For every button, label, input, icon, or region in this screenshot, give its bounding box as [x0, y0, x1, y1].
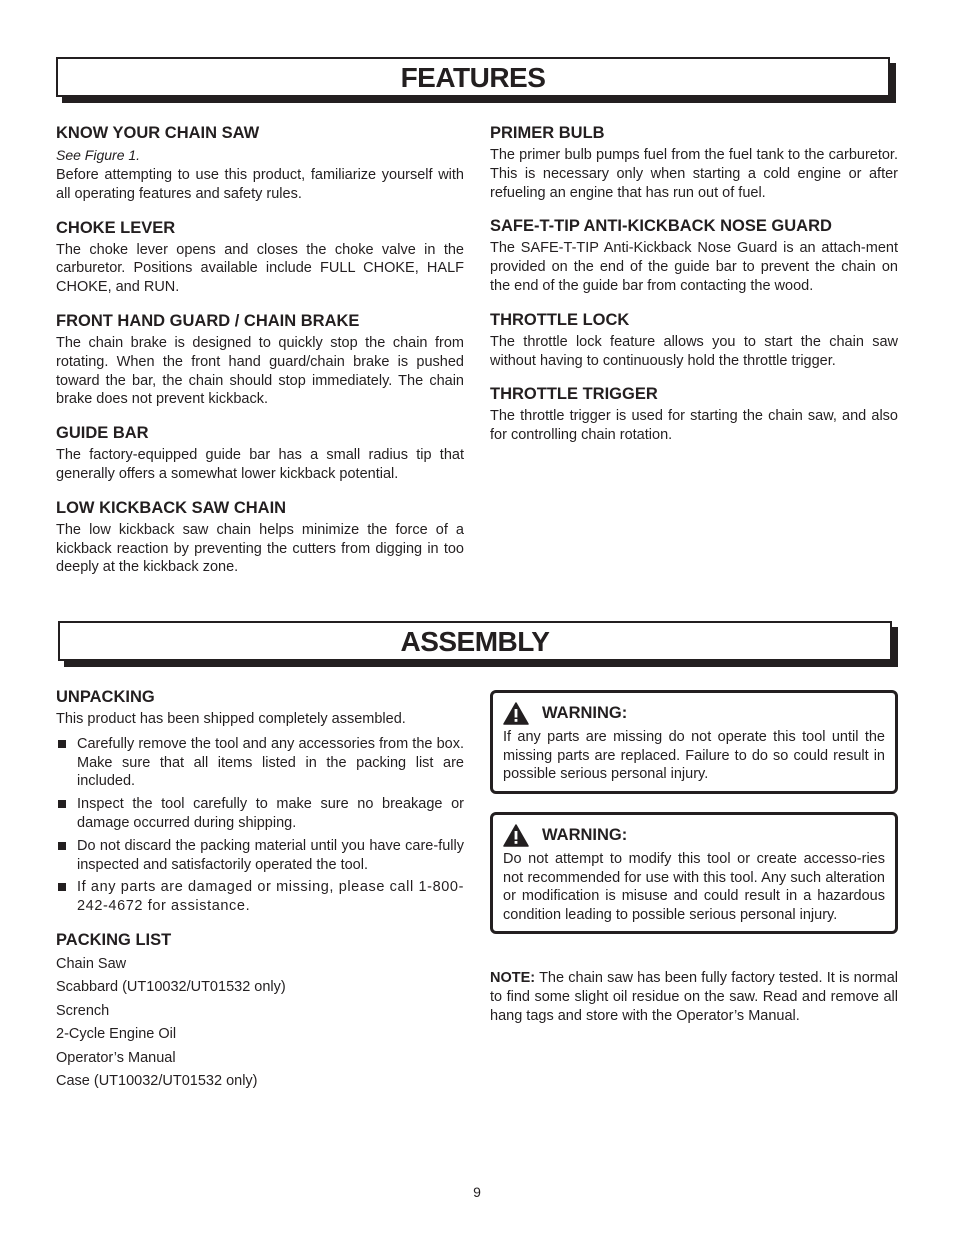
unpacking-bullet-list [56, 735, 464, 916]
hand-guard-heading: FRONT HAND GUARD / CHAIN BRAKE [56, 311, 360, 330]
safe-t-tip-text: The SAFE-T-TIP Anti-Kickback Nose Guard is an attach-ment provided on the end of the guide bar to prevent the chain on the end of the guide bar from contacting the wood. [490, 240, 898, 294]
packing-list-item: Chain Saw [56, 955, 127, 972]
warning-box-missing-parts [490, 690, 898, 794]
warning-box-modification [490, 812, 898, 934]
throttle-lock-text: The throttle lock feature allows you to start the chain saw without having to continuously hold the throttle trigger. [490, 333, 898, 369]
unpacking-section [56, 687, 464, 916]
primer-heading: PRIMER BULB [490, 124, 605, 142]
bullet-square-icon [58, 740, 66, 748]
page-number: 9 [473, 1184, 481, 1200]
warning-label: WARNING: [542, 825, 628, 844]
low-kickback-heading: LOW KICKBACK SAW CHAIN [56, 498, 287, 517]
note-label: NOTE: [490, 970, 536, 986]
packing-list-item: Case (UT10032/UT01532 only) [56, 1073, 258, 1089]
know-text: Before attempting to use this product, familiarize yourself with all operating features and safety rules. [56, 167, 464, 202]
packing-list-item: Scabbard (UT10032/UT01532 only) [56, 979, 286, 996]
know-section [56, 123, 464, 204]
guide-bar-text: The factory-equipped guide bar has a small radius tip that generally offers a somewhat lower kickback potential. [56, 447, 464, 482]
choke-heading: CHOKE LEVER [56, 218, 176, 237]
hand-guard-section [56, 311, 464, 409]
packing-list-item: Operator’s Manual [56, 1049, 176, 1066]
throttle-trigger-section [490, 384, 898, 445]
primer-text: The primer bulb pumps fuel from the fuel tank to the carburetor. This is necessary only when starting a cold engine or after refueling an engine that has run out of fuel. [490, 147, 898, 201]
warning-triangle-icon [503, 702, 529, 725]
choke-text: The choke lever opens and closes the choke valve in the carburetor. Positions available include FULL CHOKE, HALF CHOKE, and RUN. [56, 241, 464, 296]
safe-t-tip-heading: SAFE-T-TIP ANTI-KICKBACK NOSE GUARD [490, 217, 832, 236]
features-banner [56, 57, 890, 97]
list-item: Do not discard the packing material until you have care-fully inspected and satisfactorily operated the tool. [56, 837, 464, 875]
packing-list-item: Scrench [56, 1002, 110, 1019]
warning-triangle-icon [503, 824, 529, 847]
features-left-column [56, 123, 464, 591]
list-item: Carefully remove the tool and any accessories from the box. Make sure that all items listed in the packing list are included. [56, 735, 464, 791]
hand-guard-text: The chain brake is designed to quickly stop the chain from rotating. When the front hand guard/chain brake is pushed toward the bar, the chain should stop immediately. The chain brake does not prevent kickback. [56, 334, 464, 408]
warning-header [503, 823, 885, 847]
assembly-left-column [56, 687, 464, 1107]
bullet-square-icon [58, 842, 66, 850]
unpacking-heading: UNPACKING [56, 688, 155, 706]
note-block [490, 969, 898, 1025]
warning-text: Do not attempt to modify this tool or create accesso-ries not recommended for use with this tool. Any such alteration or modification is misuse and could result in a hazardous condition leading to possible serious personal injury. [503, 851, 885, 923]
guide-bar-section [56, 423, 464, 484]
packing-list-item: 2-Cycle Engine Oil [56, 1026, 177, 1043]
packing-list [56, 953, 464, 1093]
warning-header [503, 701, 885, 725]
list-item: Inspect the tool carefully to make sure no breakage or damage occurred during shipping. [56, 795, 464, 833]
throttle-trigger-text: The throttle trigger is used for starting the chain saw, and also for controlling chain rotation. [490, 408, 898, 444]
features-right-column [490, 123, 898, 459]
low-kickback-text: The low kickback saw chain helps minimize the force of a kickback reaction by preventing the cutters from digging in too deeply at the kickback zone. [56, 521, 464, 576]
choke-section [56, 218, 464, 297]
know-heading: KNOW YOUR CHAIN SAW [56, 124, 260, 142]
warning-text: If any parts are missing do not operate this tool until the missing parts are replaced. Failure to do so could result in possible serious personal injury. [503, 729, 885, 783]
primer-section [490, 123, 898, 202]
throttle-lock-section [490, 310, 898, 371]
see-figure-ref: See Figure 1. [56, 147, 141, 163]
assembly-title: ASSEMBLY [400, 626, 550, 657]
assembly-banner [58, 621, 892, 661]
throttle-trigger-heading: THROTTLE TRIGGER [490, 385, 658, 404]
throttle-lock-heading: THROTTLE LOCK [490, 310, 630, 329]
packing-list-heading: PACKING LIST [56, 930, 172, 949]
bullet-square-icon [58, 883, 66, 891]
safe-t-tip-section [490, 216, 898, 295]
warning-label: WARNING: [542, 703, 628, 722]
bullet-square-icon [58, 800, 66, 808]
note-text: NOTE: The chain saw has been fully factory tested. It is normal to find some slight oil residue on the saw. Read and remove all hang tags and store with the Operator’s Manual. [490, 970, 898, 1024]
features-title: FEATURES [400, 62, 546, 93]
packing-list-section [56, 930, 464, 1093]
guide-bar-heading: GUIDE BAR [56, 424, 149, 443]
low-kickback-section [56, 498, 464, 577]
unpacking-text: This product has been shipped completely assembled. [56, 711, 406, 727]
list-item: If any parts are damaged or missing, please call 1-800-242-4672 for assistance. [56, 878, 464, 916]
